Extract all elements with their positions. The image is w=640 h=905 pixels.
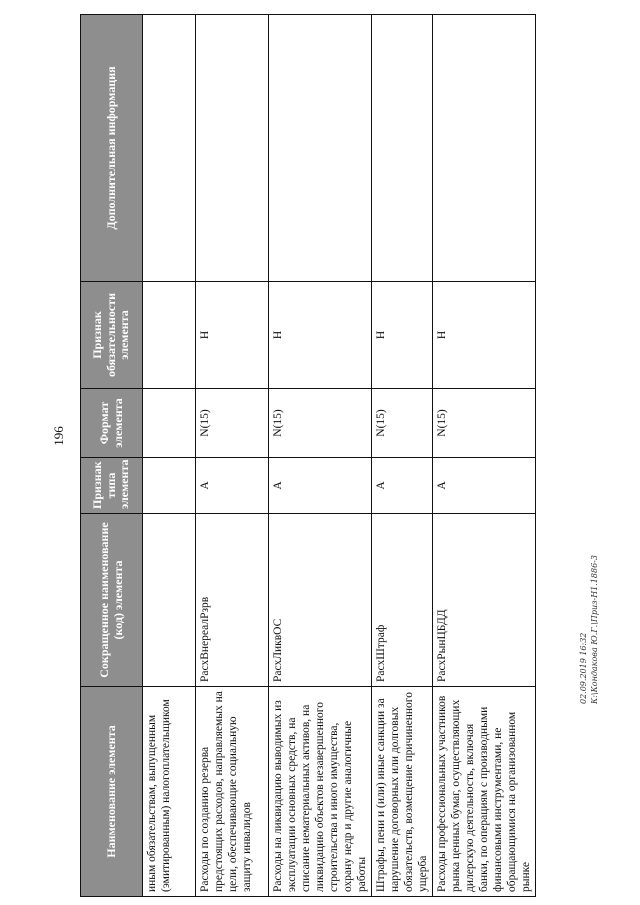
- cell-name: иным обязательствам, выпущенным (эмитированным) налогоплательщиком: [143, 687, 196, 897]
- cell-required: [143, 282, 196, 389]
- table-row: [433, 15, 536, 897]
- cell-type: А: [269, 458, 372, 514]
- cell-format: N(15): [196, 389, 269, 458]
- cell-type: А: [433, 458, 536, 514]
- cell-format: [143, 389, 196, 458]
- cell-code: РасхШтраф: [372, 514, 433, 687]
- cell-required: Н: [372, 282, 433, 389]
- footer-file-path: К:\Кондакова Ю.Г.\Приз-Н1.1886-3: [590, 555, 599, 704]
- header-required-flag: Признак обязательности элемента: [81, 282, 143, 389]
- cell-code: РасхВнереалРзрв: [196, 514, 269, 687]
- elements-table: [80, 14, 536, 897]
- cell-info: [196, 15, 269, 282]
- header-short-code: Сокращенное наименование (код) элемента: [81, 514, 143, 687]
- cell-format: N(15): [269, 389, 372, 458]
- table-row: [196, 15, 269, 897]
- footer-timestamp: 02.09.2019 16:32: [579, 632, 588, 704]
- cell-format: N(15): [433, 389, 536, 458]
- cell-info: [269, 15, 372, 282]
- cell-name: Расходы на ликвидацию выводимых из эксплуатации основных средств, на списание нематериальных активов, на ликвидацию объектов незавершенного строительства и иного имущества, охрану недр и другие аналогичные работы: [269, 687, 372, 897]
- cell-required: Н: [196, 282, 269, 389]
- cell-type: А: [372, 458, 433, 514]
- table-row: [143, 15, 196, 897]
- cell-name: Расходы профессиональных участников рынка ценных бумаг, осуществляющих дилерскую деятельность, включая банки, по операциям с производными финансовыми инструментами, не обращающимися на организованном рынке: [433, 687, 536, 897]
- cell-required: Н: [269, 282, 372, 389]
- cell-code: [143, 514, 196, 687]
- cell-type: А: [196, 458, 269, 514]
- table-header-row: [81, 15, 143, 897]
- cell-type: [143, 458, 196, 514]
- header-element-name: Наименование элемента: [81, 687, 143, 897]
- cell-format: N(15): [372, 389, 433, 458]
- cell-code: РасхРынЦБДД: [433, 514, 536, 687]
- footer-note: [578, 514, 604, 704]
- rotated-page: [80, 15, 533, 897]
- cell-info: [372, 15, 433, 282]
- table-row: [372, 15, 433, 897]
- table-row: [269, 15, 372, 897]
- header-additional-info: Дополнительная информация: [81, 15, 143, 282]
- cell-info: [433, 15, 536, 282]
- page-number: 196: [51, 426, 66, 446]
- cell-name: Штрафы, пени и (или) иные санкции за нарушение договорных или долговых обязательств, возмещение причиненного ущерба: [372, 687, 433, 897]
- header-element-format: Формат элемента: [81, 389, 143, 458]
- header-element-type: Признак типа элемента: [81, 458, 143, 514]
- cell-code: РасхЛиквОС: [269, 514, 372, 687]
- cell-info: [143, 15, 196, 282]
- cell-required: Н: [433, 282, 536, 389]
- cell-name: Расходы по созданию резерва предстоящих расходов, направляемых на цели, обеспечивающие социальную защиту инвалидов: [196, 687, 269, 897]
